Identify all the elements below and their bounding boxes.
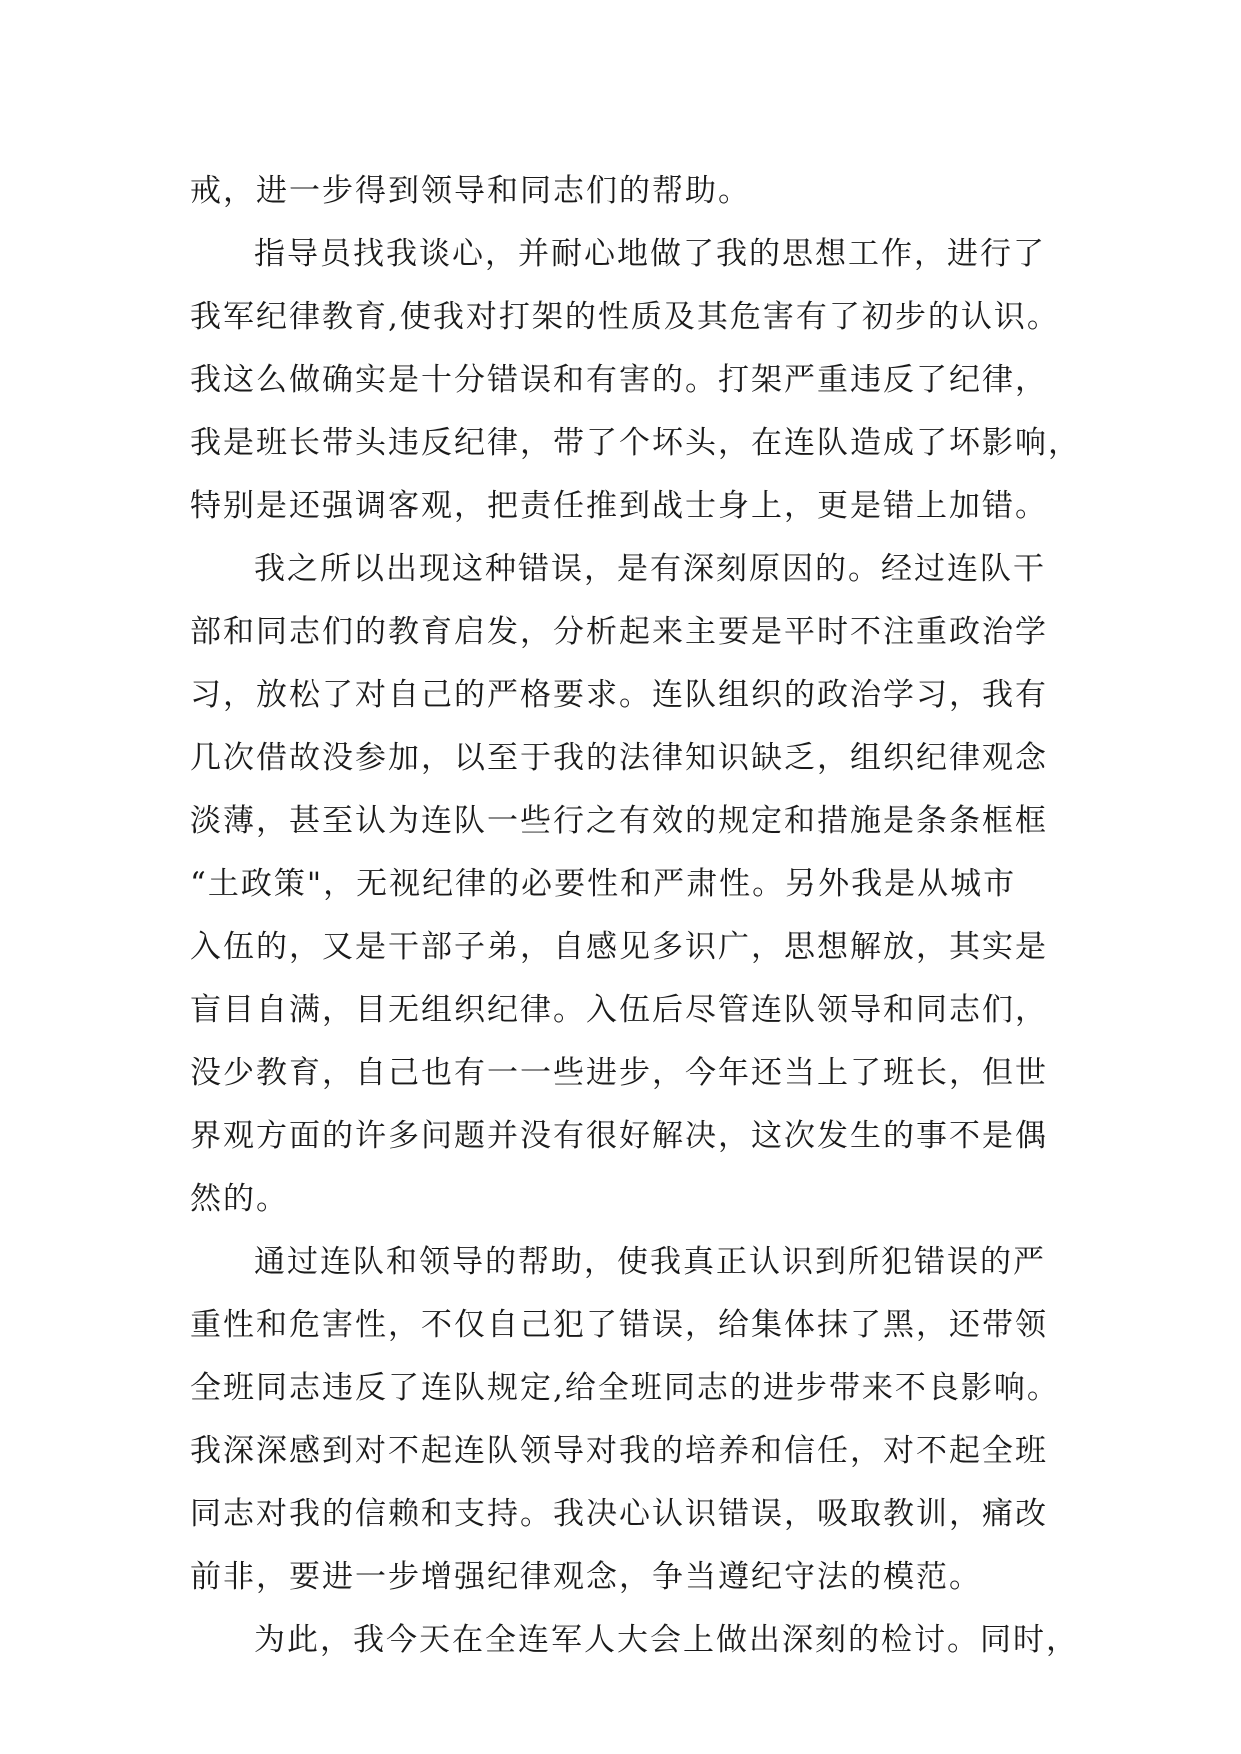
text-line: 为此，我今天在全连军人大会上做出深刻的检讨。同时， — [254, 1622, 1079, 1658]
text-line: 前非，要进一步增强纪律观念，争当遵纪守法的模范。 — [190, 1559, 982, 1595]
text-line: 我这么做确实是十分错误和有害的。打架严重违反了纪律， — [190, 362, 1048, 398]
text-line: 通过连队和领导的帮助，使我真正认识到所犯错误的严 — [254, 1244, 1046, 1280]
text-line: 特别是还强调客观，把责任推到战士身上，更是错上加错。 — [190, 488, 1048, 524]
text-line: 我之所以出现这种错误，是有深刻原因的。经过连队干 — [254, 551, 1046, 587]
text-line: “土政策"，无视纪律的必要性和严肃性。另外我是从城市 — [190, 866, 1017, 902]
text-line: 然的。 — [190, 1181, 289, 1217]
text-line: 我是班长带头违反纪律，带了个坏头，在连队造成了坏影响， — [190, 425, 1081, 461]
text-line: 我深深感到对不起连队领导对我的培养和信任，对不起全班 — [190, 1433, 1048, 1469]
text-line: 入伍的，又是干部子弟，自感见多识广，思想解放，其实是 — [190, 929, 1048, 965]
text-line: 界观方面的许多问题并没有很好解决，这次发生的事不是偶 — [190, 1118, 1048, 1154]
text-line: 几次借故没参加，以至于我的法律知识缺乏，组织纪律观念 — [190, 740, 1048, 776]
document-body — [190, 160, 1090, 1672]
text-line: 盲目自满，目无组织纪律。入伍后尽管连队领导和同志们， — [190, 992, 1048, 1028]
text-line: 没少教育，自己也有一一些进步，今年还当上了班长，但世 — [190, 1055, 1048, 1091]
text-line: 淡薄，甚至认为连队一些行之有效的规定和措施是条条框框 — [190, 803, 1048, 839]
text-line: 我军纪律教育,使我对打架的性质及其危害有了初步的认识。 — [190, 299, 1060, 335]
text-line: 重性和危害性，不仅自己犯了错误，给集体抹了黑，还带领 — [190, 1307, 1048, 1343]
text-line: 习，放松了对自己的严格要求。连队组织的政治学习，我有 — [190, 677, 1048, 713]
text-line: 戒，进一步得到领导和同志们的帮助。 — [190, 173, 751, 209]
text-line: 同志对我的信赖和支持。我决心认识错误，吸取教训，痛改 — [190, 1496, 1048, 1532]
text-line: 部和同志们的教育启发，分析起来主要是平时不注重政治学 — [190, 614, 1048, 650]
text-line: 全班同志违反了连队规定,给全班同志的进步带来不良影响。 — [190, 1370, 1060, 1406]
text-line: 指导员找我谈心，并耐心地做了我的思想工作，进行了 — [254, 236, 1046, 272]
